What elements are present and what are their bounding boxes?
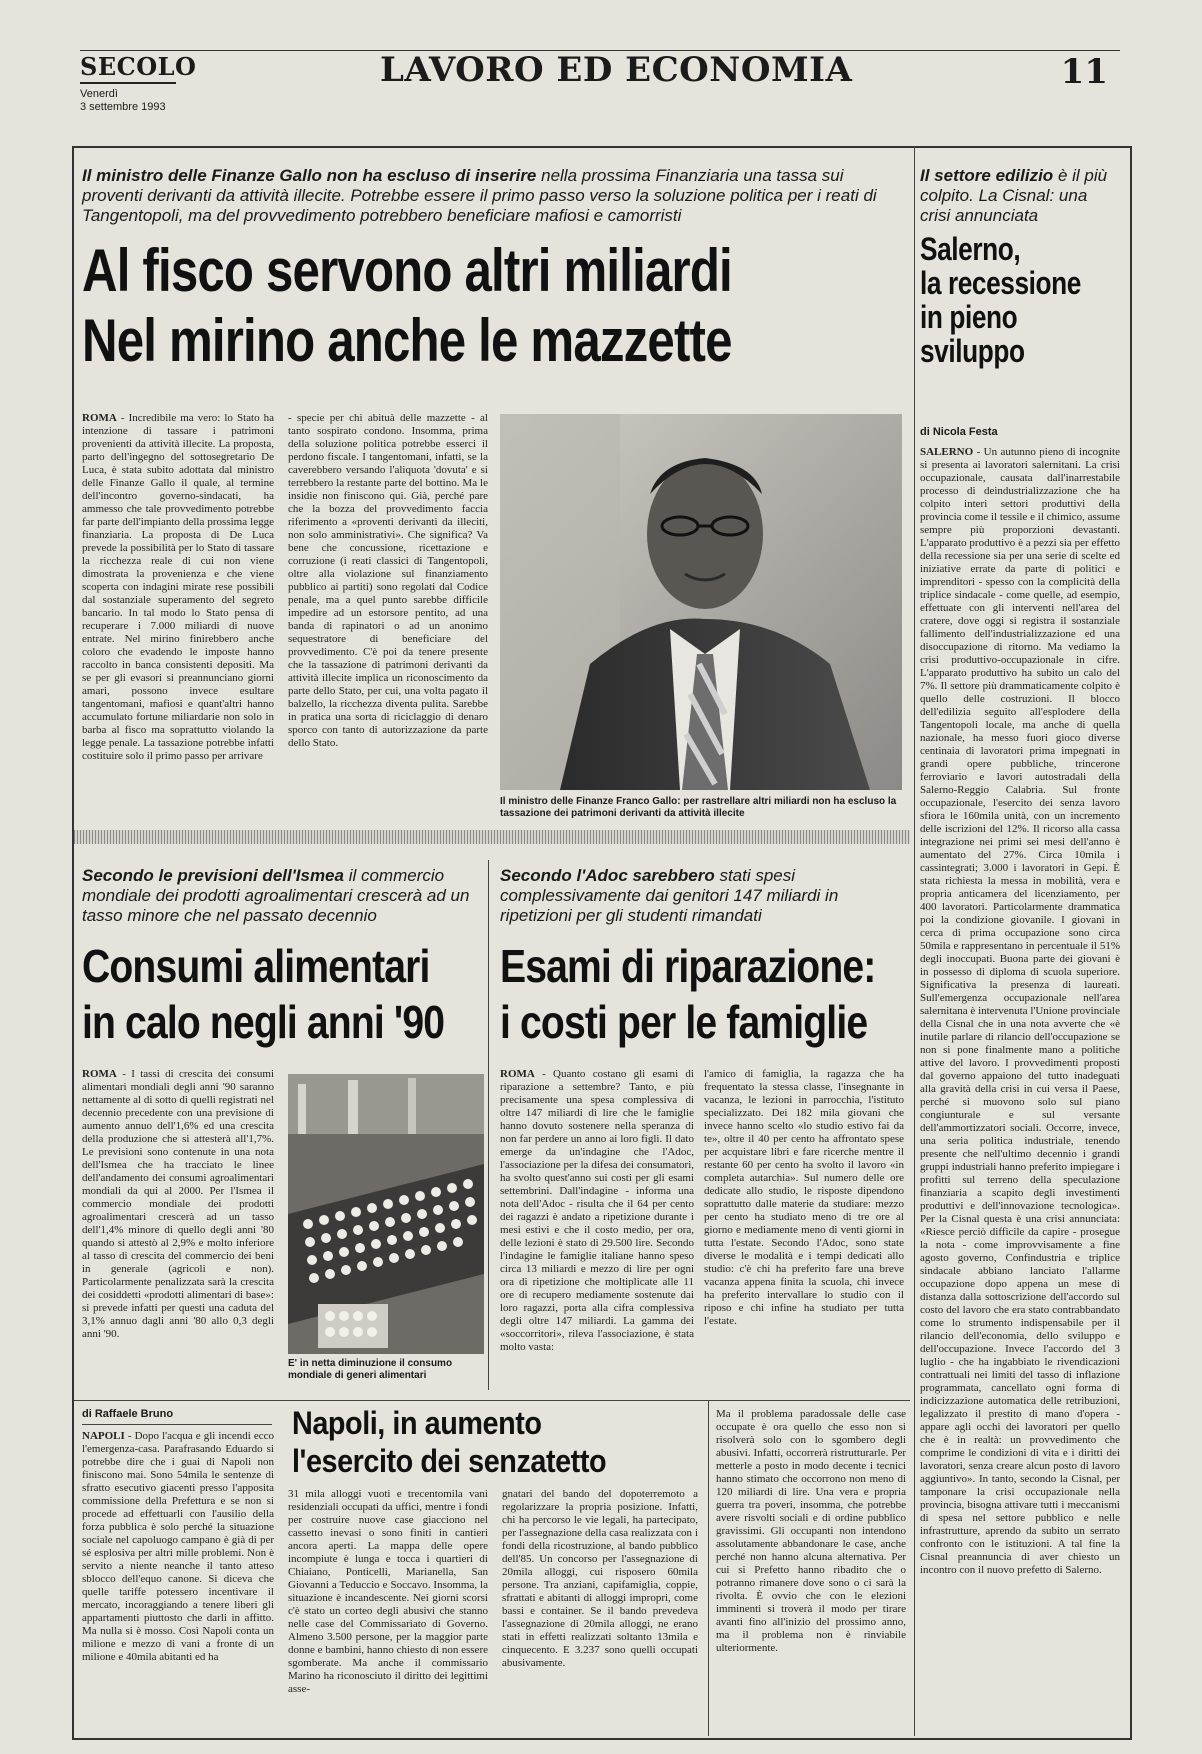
sidebar-byline: di Nicola Festa <box>920 426 998 438</box>
adoc-kicker-bold: Secondo l'Adoc sarebbero <box>500 866 715 885</box>
napoli-column-3 <box>502 1488 698 1730</box>
lead-kicker <box>82 166 902 226</box>
napoli-col2-text: 31 mila alloggi vuoti e trecentomila vani residenziali occupati da uffici, mentre i fondi per costruire nuove case giacciono nel cassetto inevasi o sono finiti in cantieri ancora aperti. La mappa delle opere incompiute è lunga e tocca i quartieri di Chiaiano, Ponticelli, Marianella, San Giovanni a Teduccio e Soccavo. Insomma, la situazione è incandescente. Nei giorni scorsi c'è stato un corteo degli abusivi che stanno nelle case del Commissariato di Governo. Almeno 3.500 persone, per la maggior parte donne e bambini, hanno chiesto di non essere sgomberate. Ma anche il commissario Marino ha riconosciuto il diritto dei legittimi asse- <box>288 1488 488 1695</box>
napoli-column-1 <box>82 1430 274 1730</box>
bottom-column-divider <box>708 1400 709 1736</box>
minister-photo <box>500 414 902 790</box>
lead-column-2 <box>288 412 488 822</box>
adoc-headline-line1: Esami di riparazione: <box>500 940 876 992</box>
sidebar-headline <box>920 232 1081 368</box>
lead-col1-text: - Incredibile ma vero: lo Stato ha intenzione di tassare i patrimoni provenienti da attività illecite. La proposta, parto dell'ingegno del sottosegretario De Luca, è stata subito adottata dal ministro delle Finanze Gallo il quale, al termine dell'incontro governo-sindacati, ha ammesso che tale provvedimento potrebbe far parte dell'impianto della prossima legge finanziaria. La proposta di De Luca prevede la possibilità per lo Stato di tassare la ricchezza reale di cui non viene dimostrata la provenienza e che viene scoperta con indagini mirate rese possibili dal sostanziale superamento del segreto bancario. In tal modo lo Stato pensa di recuperare i 7.000 miliardi di nuove entrate. Nel mirino finirebbero anche coloro che evadendo le imposte hanno raccolto in banca consistenti depositi. Ma se per gli evasori si preannunciano giorni amari, possono invece esultare tangentomani, mafiosi e quant'altri hanno accumulato fortune miliardarie non solo in barba al fisco ma soprattutto violando la legge penale. La tassazione potrebbe infatti costituire solo il primo passo per arrivare <box>82 412 274 762</box>
food-production-image <box>288 1074 484 1354</box>
napoli-column-4 <box>716 1408 906 1730</box>
napoli-col1-text: - Dopo l'acqua e gli incendi ecco l'emergenza-casa. Parafrasando Eduardo si potrebbe dire che i guai di Napoli non finiscono mai. Sono 54mila le sentenze di sfratto esecutivo giacenti presso l'apposita commissione della Prefettura e se non si procede ad effettuarli con l'ausilio della forza pubblica è solo perché la situazione sociale nel capoluogo campano è già di per sé esplosiva per altri mille problemi. Non è servito a niente neanche il tanto atteso sblocco dell'equo canone. Si diceva che quelle tariffe potessero incentivare il mercato, incoraggiando a tenere liberi gli appartamenti piuttosto che darli in affitto. Ma nulla si è mosso. Così Napoli conta un milione e mezzo di vani a fronte di un milione e 40mila abitanti ed ha <box>82 1430 274 1663</box>
lead-headline-line1: Al fisco servono altri miliardi <box>82 237 732 304</box>
adoc-kicker-rest: stati spesi complessivamente dai genitori 147 miliardi in ripetizioni per gli studenti rimandati <box>500 866 839 925</box>
masthead <box>70 46 1130 126</box>
ismea-dateline: ROMA <box>82 1068 117 1080</box>
sidebar-kicker <box>920 166 1120 226</box>
adoc-column-2 <box>704 1068 904 1392</box>
adoc-kicker <box>500 866 900 926</box>
adoc-dateline: ROMA <box>500 1068 535 1080</box>
ismea-kicker-bold: Secondo le previsioni dell'Ismea <box>82 866 344 885</box>
napoli-column-2 <box>288 1488 488 1730</box>
issue-date: 3 settembre 1993 <box>80 101 166 113</box>
lead-column-1 <box>82 412 274 822</box>
sidebar-kicker-rest: è il più colpito. La Cisnal: una crisi annunciata <box>920 166 1108 225</box>
napoli-headline <box>292 1404 606 1480</box>
section-title: LAVORO ED ECONOMIA <box>380 50 853 90</box>
sidebar-divider <box>914 146 915 1736</box>
napoli-byline: di Raffaele Bruno <box>82 1408 174 1420</box>
lead-kicker-rest: nella prossima Finanziaria una tassa sui proventi derivanti da attività illecite. Potrebbe essere il primo passo verso la soluzione politica per i reati di Tangentopoli, ma del provvedimento potrebbero beneficiare mafiosi e camorristi <box>82 166 877 225</box>
ismea-headline-line2: in calo negli anni '90 <box>82 996 445 1048</box>
adoc-headline <box>500 938 875 1050</box>
sidebar-headline-line2: la recessione <box>920 265 1081 301</box>
napoli-col4-text: Ma il problema paradossale delle case occupate è ora quello che esso non si risolverà solo con lo sgombero degli abusivi. Infatti, occorrerà ristrutturarle. Per metterle a posto in modo decente i tecnici hanno stimato che occorrono non meno di 120 miliardi di lire. Una vera e propria guerra tra poveri, insomma, che potrebbe avere risvolti sociali e di ordine pubblico gravissimi. Gli occupanti non intendono assolutamente abbandonare le case, anche perché non hanno alcuna alternativa. Per cui si Prefetto hanno ribadito che o potranno rimanere dove sono o ci sarà la rivolta. È ovvio che con le elezioni imminenti si troverà il modo per tirare avanti fino all'inizio del prossimo anno, ma il problema non è rinviabile ulteriormente. <box>716 1408 906 1654</box>
newspaper-name: SECOLO <box>80 52 197 81</box>
section-band <box>74 830 910 844</box>
sidebar-headline-line3: in pieno <box>920 299 1018 335</box>
minister-portrait <box>500 414 902 790</box>
ismea-column <box>82 1068 274 1392</box>
ismea-text: - I tassi di crescita dei consumi alimentari mondiali degli anni '90 saranno nettamente al di sotto di quelli registrati nel decennio precedente con una previsione di aumento annuo dell'1,6% ed una crescita della produzione che si attesterà all'1,7%. Le previsioni sono contenute in una nota dell'Ismea che ha tracciato le linee dell'andamento dei consumi agroalimentari mondiali da qui al 2000. Per l'Ismea il commercio mondiale dei prodotti agroalimentari crescerà ad un tasso dell'1,4% minore di quello degli anni '80 quando si attestò al 2,9% e molto inferiore al tasso di crescita del commercio dei beni in generale (agricoli e non). Particolarmente penalizzata sarà la crescita dei cosiddetti «prodotti alimentari di base»: si prevede infatti per questi una caduta del 3,1% annuo dagli anni '80 allo 0,3 degli anni '90. <box>82 1068 274 1340</box>
lead-headline-line2: Nel mirino anche le mazzette <box>82 307 732 374</box>
minister-photo-caption: Il ministro delle Finanze Franco Gallo: per rastrellare altri miliardi non ha escluso la tassazione dei patrimoni derivanti da attività illecite <box>500 796 897 819</box>
adoc-headline-line2: i costi per le famiglie <box>500 996 868 1048</box>
ismea-headline <box>82 938 444 1050</box>
napoli-headline-line2: l'esercito dei senzatetto <box>292 1443 607 1479</box>
newspaper-name-underline <box>80 82 176 84</box>
napoli-headline-line1: Napoli, in aumento <box>292 1405 542 1441</box>
sidebar-column <box>920 446 1120 1728</box>
adoc-column-1 <box>500 1068 694 1392</box>
sidebar-text: - Un autunno pieno di incognite si presenta ai lavoratori salernitani. La crisi occupazionale, causata dall'inarrestabile processo di deindustrializzazione che ha colpito interi settori produttivi della provincia come il tessile e il chimico, assume sempre più proporzioni devastanti. L'apparato produttivo è a pezzi sia per effetto della recessione sia per una serie di scelte ed iniziative errate da parte di politici e imprenditori - spesso con la complicità della triplice sindacale - come quelle, ad esempio, effettuate con gli interventi nell'area del cratere, dove oggi si registra il sostanziale fallimento dell'industrializzazione ed una disoccupazione di ritorno. Ma vediamo la crisi produttivo-occupazionale in cifre. L'apparato produttivo ha subito un calo del 7%. Il settore più drammaticamente colpito è quello delle costruzioni. Il blocco dell'edilizia seguito all'esplodere della Tangentopoli locale, ma anche di quella nazionale, ha messo fuori gioco diverse centinaia di lavoratori prima impegnati in grandi opere pubbliche, trincerone ferroviario e lavori autostradali della Salerno-Reggio Calabria. Sul fronte occupazionale, l'esercito dei senza lavoro sfiora le 160mila unità, con un incremento delle iscrizioni del 12%. Il ricorso alla cassa integrazione nei primi sei mesi dell'anno è aumentato del 27%. Circa 10mila i cassintegrati; 3.000 i lavoratori in Gepi. È stata richiesta la messa in mobilità, vera e propria anticamera del licenziamento, per 400 lavoratori. Particolarmente drammatica poi la condizione giovanile. I giovani in cerca di prima occupazione sono circa 50mila e rappresentano in percentuale il 51% degli inoccupati. Buona parte dei giovani è in possesso di diploma di scuola superiore. Significativa la presenza di laureati. Sull'emergenza occupazionale nell'area salernitana è intervenuta l'Unione provinciale della Cisnal che in una nota avverte che «è inutile parlare di rilancio dell'occupazione se non si pone finalmente mano a politiche attive del lavoro. I provvedimenti proposti dal governo appaiono del tutto inadeguati alla gravità della crisi in cui versa il Paese, perché si muovono solo sul piano congiunturale e sul versante dell'ammortizzatori sociali. Occorre, invece, una seria politica industriale, tenendo presente che nell'ultimo decennio i grandi gruppi industriali hanno preferito impiegare i profitti sul terreno della speculazione finanziaria a scapito degli investimenti produttivi e dell'innovazione tecnologica». Per la Cisnal questa è una crisi annunciata: «Riesce perciò difficile da capire - prosegue la nota - come improvvisamente a fine agosto governo, Confindustria e triplice sindacale abbiano lanciato l'allarme occupazione dopo appena un mese di distanza dalla sottoscrizione dell'accordo sul costo del lavoro che era stato contrabbandato come lo strumento indispensabile per il rilancio dell'economia, dello sviluppo e dell'occupazione. Invece l'accordo del 3 luglio - che ha ingabbiato le rivendicazioni contrattuali nei limiti del tasso di inflazione programmata, cancellato ogni forma di indicizzazione automatica delle retribuzioni, legalizzato il prestito di mano d'opera - appare agli occhi dei lavoratori per quello che è in realtà: un provvedimento che comprime le condizioni di vita e i diritti dei lavoratori, senza creare alcun posto di lavoro aggiuntivo». In tanto, secondo la Cisnal, per tamponare la crisi occupazionale nella provincia, bisogna attivare tutti i meccanismi di spesa nel settore pubblico e nelle infrastrutture, aprendo da subito un serrato confronto con le istituzioni. A tal fine la Cisnal preannuncia di aver chiesto un incontro con il nuovo prefetto di Salerno. <box>920 446 1120 1576</box>
ismea-kicker <box>82 866 482 926</box>
middle-section-divider <box>488 860 489 1390</box>
food-photo <box>288 1074 484 1354</box>
lead-headline <box>82 236 732 376</box>
issue-day: Venerdì <box>80 88 118 100</box>
lead-dateline: ROMA <box>82 412 117 424</box>
food-photo-caption: E' in netta diminuzione il consumo mondiale di generi alimentari <box>288 1358 453 1381</box>
lead-kicker-bold: Il ministro delle Finanze Gallo non ha escluso di inserire <box>82 166 537 185</box>
sidebar-headline-line4: sviluppo <box>920 333 1025 369</box>
page-number: 11 <box>1060 52 1108 92</box>
sidebar-dateline: SALERNO <box>920 446 974 458</box>
napoli-col3-text: gnatari del bando del dopoterremoto a regolarizzare la propria posizione. Infatti, chi ha percorso le vie legali, ha partecipato, per l'assegnazione della casa realizzata con i fondi della ricostruzione, al bando pubblico dell'85. Un concorso per l'assegnazione di 20mila alloggi, cui risposero 60mila persone. Tra anziani, capifamiglia, coppie, sfrattati e abitanti di alloggi impropri, come bassi e container. Se il bando prevedeva l'assegnazione di 20mila alloggi, ne erano stati in effetti realizzati soltanto 13mila e cinquecento. E 3.237 sono quelli occupati abusivamente. <box>502 1488 698 1669</box>
napoli-dateline: NAPOLI <box>82 1430 125 1442</box>
ismea-kicker-rest: il commercio mondiale dei prodotti agroalimentari crescerà ad un tasso minore che nel passato decennio <box>82 866 470 925</box>
lead-col2-text: - specie per chi abituà delle mazzette - al tanto sospirato condono. Insomma, prima della soluzione politica potrebbe esserci il perdono fiscale. I tangentomani, infatti, se la caverebbero versando l'aliquota 'dovuta' e si terrebbero la restante parte del bottino. Ma le insidie non finiscono qui. Già, perché pare che la bozza del provvedimento faccia riferimento a «proventi derivanti da illeciti, non solo amministrativi». Che significa? Va bene che concussione, ricettazione e corruzione (i reati classici di Tangentopoli, oltre alla violazione sul finanziamento pubblico ai partiti) sono regolati dal Codice penale, ma a quel punto sarebbe difficile impedire ad un estorsore pentito, ad una banda di rapinatori o ad un anonimo sequestratore di beneficiare del provvedimento. C'è poi da tenere presente che la tassazione di patrimoni derivanti da attività illecite implica un riconoscimento da parte dello Stato, per cui, una volta pagato il balzello, la ricchezza diventa pulita. Sarebbe in pratica una sorta di riciclaggio di denaro sporco con tanto di autorizzazione da parte dello Stato. <box>288 412 488 749</box>
sidebar-headline-line1: Salerno, <box>920 231 1021 267</box>
adoc-col2-text: l'amico di famiglia, la ragazza che ha frequentato la stessa classe, l'insegnante in vacanza, le lezioni in parrocchia, l'istituto specializzato. Dei 182 mila giovani che invece hanno scelto «lo studio estivo fai da te», oltre il 40 per cento ha affrontato spese per acquistare libri e fare ricerche mentre il restante 60 per cento ha svolto il lavoro «in completa autarchia». Sul numero delle ore dedicate allo studio, le risposte dipendono soprattutto dalle materie da studiare: mezzo per cento ha studiato meno di tre ore al giorno e mediamente meno di venti giorni in tutta l'estate. Secondo l'Adoc, sono state diverse le modalità e i tempi dedicati allo studio: c'è chi ha preferito fare una breve vacanza appena finita la scuola, chi invece ha preferito intervallare lo studio con il riposo e chi infine ha studiato per tutta l'estate. <box>704 1068 904 1327</box>
bottom-section-rule <box>74 1400 910 1401</box>
ismea-headline-line1: Consumi alimentari <box>82 940 430 992</box>
sidebar-kicker-bold: Il settore edilizio <box>920 166 1054 185</box>
napoli-byline-rule <box>82 1424 272 1425</box>
adoc-col1-text: - Quanto costano gli esami di riparazione a settembre? Tanto, e più precisamente una spesa complessiva di oltre 147 miliardi di lire che le famiglie hanno dovuto sostenere nella speranza di non far perdere un anno ai loro figli. Il dato emerge da un'indagine che l'Adoc, l'associazione per la difesa dei consumatori, ha svolto quest'anno sui costi per gli esami settembrini. Dall'indagine - informa una nota dell'Adoc - risulta che il 64 per cento dei ragazzi è andato a ripetizione durante i mesi estivi e che il costo medio, per ora, delle lezioni è stato di 29.500 lire. Secondo l'indagine le famiglie italiane hanno speso circa 13 miliardi e mezzo di lire per ogni ora di ripetizione che moltiplicate alle 11 ore di recupero mediamente sostenute dai loro ragazzi, porta alla cifra complessiva degli oltre 147 miliardi. La gamma dei «soccorritori», rileva l'associazione, è stata molto vasta: <box>500 1068 694 1353</box>
